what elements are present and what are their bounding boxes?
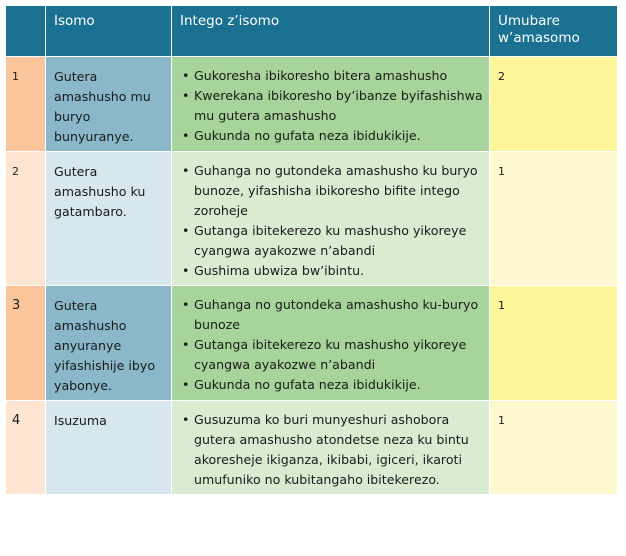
- row-goals: [172, 152, 490, 286]
- goal-item: • Guhanga no gutondeka amashusho ku-buryo bunoze: [182, 295, 483, 335]
- row-number: 1: [6, 57, 46, 152]
- lessons-table: [5, 5, 618, 495]
- row-topic: Gutera amashusho ku gatambaro.: [46, 152, 172, 286]
- row-topic: Gutera amashusho mu buryo bunyuranye.: [46, 57, 172, 152]
- goal-item: • Guhanga no gutondeka amashusho ku buryo bunoze, yifashisha ibikoresho bifite intego zoroheje: [182, 161, 483, 221]
- goal-item: • Gukunda no gufata neza ibidukikije.: [182, 126, 483, 146]
- header-goals: Intego z’isomo: [172, 6, 490, 57]
- header-count: Umubare w’amasomo: [490, 6, 618, 57]
- row-topic: Gutera amashusho anyuranye yifashishije ibyo yabonye.: [46, 286, 172, 401]
- table-row: [6, 286, 618, 401]
- row-count: 1: [490, 152, 618, 286]
- row-count: 1: [490, 286, 618, 401]
- header-row: [6, 6, 618, 57]
- row-count: 1: [490, 401, 618, 495]
- table-row: [6, 152, 618, 286]
- goal-item: • Gutanga ibitekerezo ku mashusho yikoreye cyangwa ayakozwe n’abandi: [182, 335, 483, 375]
- row-number: 3: [6, 286, 46, 401]
- table-row: [6, 401, 618, 495]
- goal-item: • Gukunda no gufata neza ibidukikije.: [182, 375, 483, 395]
- goal-item: • Gushima ubwiza bw’ibintu.: [182, 261, 483, 281]
- goal-item: • Gutanga ibitekerezo ku mashusho yikoreye cyangwa ayakozwe n’abandi: [182, 221, 483, 261]
- row-number: 2: [6, 152, 46, 286]
- row-number: 4: [6, 401, 46, 495]
- row-topic: Isuzuma: [46, 401, 172, 495]
- row-goals: [172, 401, 490, 495]
- table-row: [6, 57, 618, 152]
- row-count: 2: [490, 57, 618, 152]
- row-goals: [172, 57, 490, 152]
- goal-item: • Kwerekana ibikoresho by’ibanze byifashishwa mu gutera amashusho: [182, 86, 483, 126]
- header-topic: Isomo: [46, 6, 172, 57]
- goal-item: • Gukoresha ibikoresho bitera amashusho: [182, 66, 483, 86]
- row-goals: [172, 286, 490, 401]
- goal-item: • Gusuzuma ko buri munyeshuri ashobora gutera amashusho atondetse neza ku bintu akoresheje ikiganza, ikibabi, igiceri, ikaroti umufuniko no kubitangaho ibitekerezo.: [182, 410, 483, 490]
- header-number: [6, 6, 46, 57]
